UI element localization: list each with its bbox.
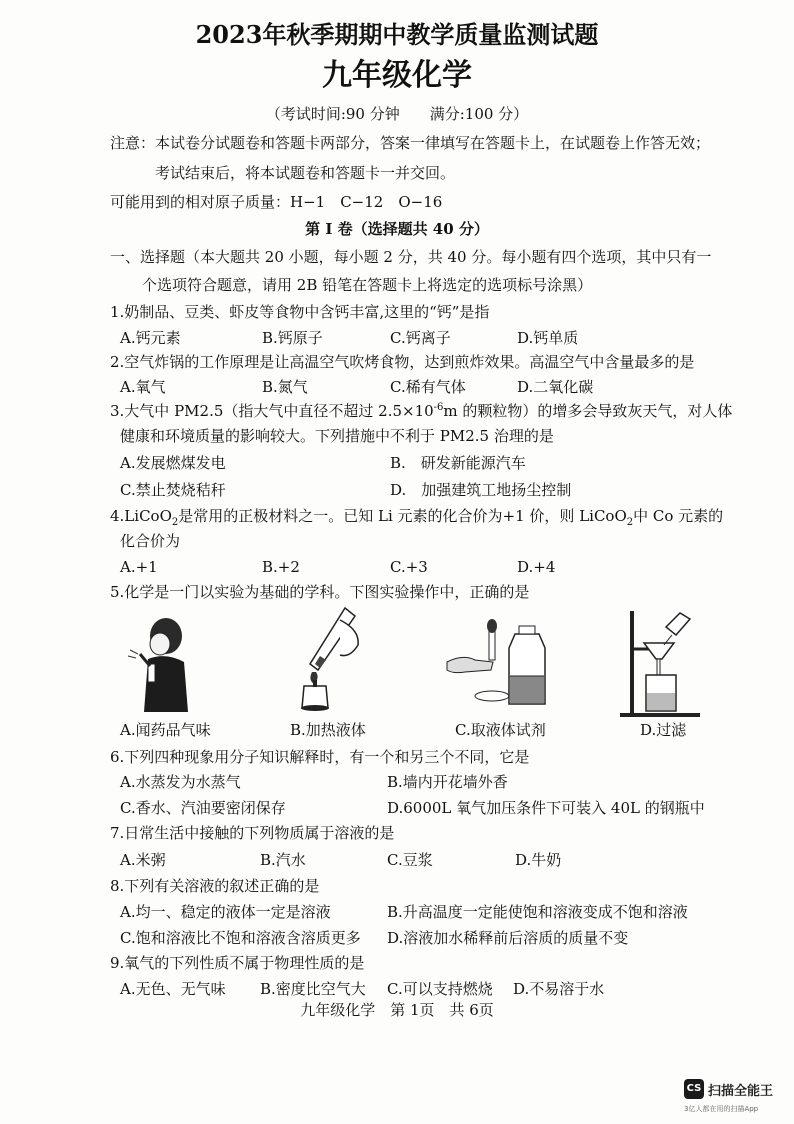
question-3-option-c: C.禁止焚烧秸秆 — [120, 481, 226, 499]
note-line-1: 注意：本试卷分试题卷和答题卡两部分，答案一律填写在答题卡上，在试题卷上作答无效； — [110, 134, 711, 152]
question-3-stem: 3.大气中 PM2.5（指大气中直径不超过 $2.5\times 10^{-6}m$ 的颗粒物）的增多会导致灰天气，对人体 — [110, 402, 733, 420]
atomic-mass-line: 可能用到的相对原子质量：H−1 C−12 O−16 — [110, 193, 443, 211]
question-8-option-c: C.饱和溶液比不饱和溶液含溶质更多 — [120, 929, 361, 947]
question-5-option-a: A.闻药品气味 — [120, 721, 211, 739]
question-4-option-d: D.+4 — [517, 558, 556, 576]
question-1-option-b: B.钙原子 — [262, 329, 323, 347]
question-8-option-a: A.均一、稳定的液体一定是溶液 — [120, 903, 331, 921]
exam-info: （考试时间:90 分钟 满分:100 分） — [265, 105, 529, 123]
question-4-option-b: B.+2 — [262, 558, 300, 576]
scanner-app-name: 扫描全能王 — [708, 1084, 774, 1099]
question-2-option-c: C.稀有气体 — [390, 378, 466, 396]
question-9-option-b: B.密度比空气大 — [260, 980, 366, 998]
question-9-stem: 9.氧气的下列性质不属于物理性质的是 — [110, 954, 365, 972]
question-5-stem: 5.化学是一门以实验为基础的学科。下图实验操作中，正确的是 — [110, 583, 530, 601]
question-1-stem: 1.奶制品、豆类、虾皮等食物中含钙丰富,这里的“钙”是指 — [110, 303, 490, 321]
question-5-option-c: C.取液体试剂 — [455, 721, 546, 739]
page-footer: 九年级化学 第 1页 共 6页 — [300, 1001, 494, 1019]
question-7-option-d: D.牛奶 — [515, 851, 562, 869]
question-9-option-a: A.无色、无气味 — [120, 980, 226, 998]
question-1-option-a: A.钙元素 — [120, 329, 181, 347]
heating-liquid-figure — [290, 600, 380, 715]
question-4-stem-2: 化合价为 — [120, 532, 181, 550]
question-8-option-d: D.溶液加水稀释前后溶质的质量不变 — [387, 929, 629, 947]
question-7-stem: 7.日常生活中接触的下列物质属于溶液的是 — [110, 824, 395, 842]
volume-heading: 第 I 卷（选择题共 40 分） — [305, 220, 489, 238]
section-instructions-2: 个选项符合题意，请用 2B 铅笔在答题卡上将选定的选项标号涂黑） — [142, 276, 593, 294]
question-6-option-d: D.6000L 氧气加压条件下可装入 40L 的钢瓶中 — [387, 799, 705, 817]
section-instructions-1: 一、选择题（本大题共 20 小题，每小题 2 分，共 40 分。每小题有四个选项，其中只有一 — [110, 248, 712, 266]
subject-title: 九年级化学 — [322, 58, 472, 93]
exam-title: 2023年秋季期期中教学质量监测试题 — [195, 20, 599, 49]
question-3-stem-2: 健康和环境质量的影响较大。下列措施中不利于 PM2.5 治理的是 — [120, 427, 554, 445]
question-8-option-b: B.升高温度一定能使饱和溶液变成不饱和溶液 — [387, 903, 688, 921]
question-3-option-a: A.发展燃煤发电 — [120, 454, 226, 472]
question-9-option-c: C.可以支持燃烧 — [387, 980, 493, 998]
question-2-stem: 2.空气炸锅的工作原理是让高温空气吹烤食物，达到煎炸效果。高温空气中含量最多的是 — [110, 353, 695, 371]
question-4-stem: 4.LiCoO$_2$是常用的正极材料之一。已知 Li 元素的化合价为+1 价，则 LiCoO$_2$中 Co 元素的 — [110, 507, 724, 528]
note-line-2: 考试结束后，将本试题卷和答题卡一并交回。 — [155, 164, 456, 182]
question-3-option-b: B. 研发新能源汽车 — [390, 454, 526, 472]
question-2-option-a: A.氧气 — [120, 378, 166, 396]
taking-liquid-figure — [445, 614, 555, 709]
question-5-option-d: D.过滤 — [640, 721, 687, 739]
question-7-option-c: C.豆浆 — [387, 851, 433, 869]
question-4-option-a: A.+1 — [120, 558, 158, 576]
question-6-option-b: B.墙内开花墙外香 — [387, 773, 508, 791]
question-6-stem: 6.下列四种现象用分子知识解释时，有一个和另三个不同，它是 — [110, 748, 530, 766]
question-2-option-d: D.二氧化碳 — [517, 378, 594, 396]
question-1-option-c: C.钙离子 — [390, 329, 451, 347]
question-6-option-c: C.香水、汽油要密闭保存 — [120, 799, 286, 817]
question-4-option-c: C.+3 — [390, 558, 428, 576]
question-3-option-d: D. 加强建筑工地扬尘控制 — [390, 481, 572, 499]
scanner-logo-icon: CS — [684, 1079, 704, 1099]
question-6-option-a: A.水蒸发为水蒸气 — [120, 773, 241, 791]
question-2-option-b: B.氮气 — [262, 378, 308, 396]
smelling-chemicals-figure — [118, 614, 198, 714]
question-7-option-a: A.米粥 — [120, 851, 166, 869]
scanner-app-tagline: 3亿人都在用的扫描App — [684, 1105, 759, 1113]
question-7-option-b: B.汽水 — [260, 851, 306, 869]
question-9-option-d: D.不易溶于水 — [513, 980, 605, 998]
question-1-option-d: D.钙单质 — [517, 329, 579, 347]
filtration-figure — [616, 605, 711, 720]
question-5-option-b: B.加热液体 — [290, 721, 366, 739]
question-8-stem: 8.下列有关溶液的叙述正确的是 — [110, 877, 320, 895]
